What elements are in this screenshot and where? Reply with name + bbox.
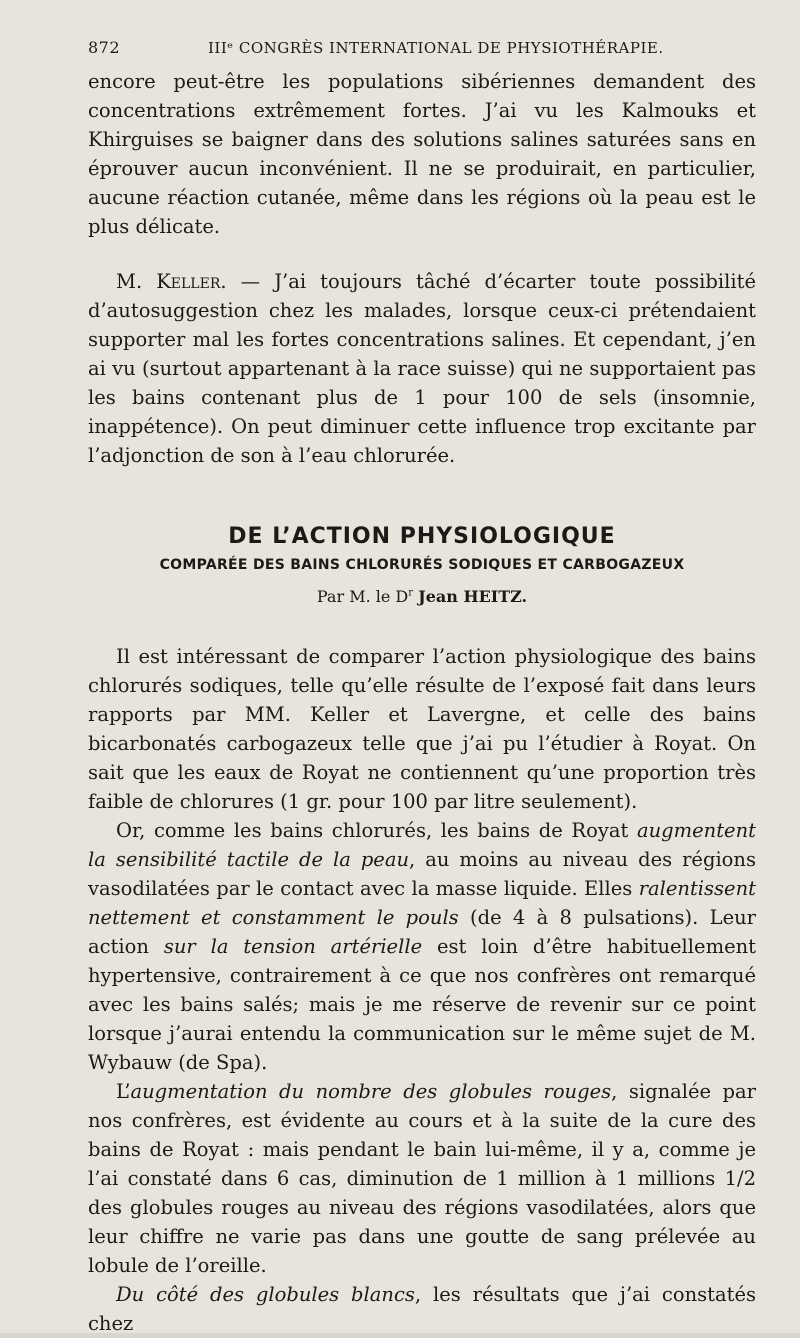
running-title: IIIᵉ CONGRÈS INTERNATIONAL DE PHYSIOTHÉRAPIE.: [208, 39, 664, 57]
paragraph-globules-rouges: [88, 1077, 756, 1280]
italic-run: sur la tension artérielle: [163, 935, 423, 958]
paragraph-royat: [88, 816, 756, 1077]
text-run: (de 4 à 8 pulsations). Leur action: [88, 906, 756, 958]
text-run: L’: [116, 1080, 131, 1103]
byline-sup: r: [408, 587, 414, 599]
byline: [88, 587, 756, 606]
italic-run: augmentation du nombre des globules rouges: [130, 1080, 612, 1103]
paragraph-intro: Il est intéressant de comparer l’action physiologique des bains chlorurés sodiques, telle qu’elle résulte de l’exposé fait dans leurs rapports par MM. Keller et Lavergne, et celle des bains bicarbonatés carbogazeux telle que j’ai pu l’étudier à Royat. On sait que les eaux de Royat ne contiennent qu’une proportion très faible de chlorures (1 gr. pour 100 par litre seulement).: [88, 645, 756, 813]
text-run: est loin d’être habituellement hypertensive, contrairement à ce que nos confrères ont remarqué avec les bains salés; mais je me réserve de revenir sur ce point lorsque j’aurai entendu la communication sur le même sujet de M. Wybauw (de Spa).: [88, 935, 756, 1074]
italic-run: ralentissent nettement et constamment le pouls: [88, 877, 756, 929]
italic-run: Du côté des globules blancs: [116, 1283, 415, 1306]
speaker-name: M. Keller.: [116, 270, 227, 293]
text-run: , au moins au niveau des régions vasodilatées par le contact avec la masse liquide. Elles: [88, 848, 756, 900]
article-title: DE L’ACTION PHYSIOLOGIQUE: [228, 524, 616, 549]
byline-author: Jean HEITZ.: [418, 587, 528, 606]
byline-prefix: Par M. le D: [316, 587, 409, 606]
paragraph-continuation: encore peut-être les populations sibériennes demandent des concentrations extrêmement fortes. J’ai vu les Kalmouks et Khirguises se baigner dans des solutions salines saturées sans en éprouver aucun inconvénient. Il ne se produirait, en particulier, aucune réaction cutanée, même dans les régions où la peau est le plus délicate.: [88, 70, 756, 238]
article-subtitle: COMPARÉE DES BAINS CHLORURÉS SODIQUES ET CARBOGAZEUX: [159, 557, 685, 573]
text-run: Or, comme les bains chlorurés, les bains de Royat: [116, 819, 637, 842]
page-number: 872: [88, 38, 121, 57]
paragraph-keller: [88, 267, 756, 470]
paragraph-globules-blancs: [88, 1280, 756, 1338]
keller-text: — J’ai toujours tâché d’écarter toute possibilité d’autosuggestion chez les malades, lorsque ceux-ci prétendaient supporter mal les fortes concentrations salines. Et cependant, j’en ai vu (surtout appartenant à la race suisse) qui ne supportaient pas les bains contenant plus de 1 pour 100 de sels (insomnie, inappétence). On peut diminuer cette influence trop excitante par l’adjonction de son à l’eau chlorurée.: [88, 270, 756, 467]
text-run: , signalée par nos confrères, est évidente au cours et à la suite de la cure des bains de Royat : mais pendant le bain lui-même, il y a, comme je l’ai constaté dans 6 cas, diminution de 1 million à 1 millions 1/2 des globules rouges au niveau des régions vasodilatées, alors que leur chiffre ne varie pas dans une goutte de sang prélevée au lobule de l’oreille.: [88, 1080, 756, 1277]
italic-run: augmentent la sensibilité tactile de la peau: [88, 819, 756, 871]
running-header: [88, 38, 756, 57]
text-run: , les résultats que j’ai constatés chez: [88, 1283, 756, 1335]
